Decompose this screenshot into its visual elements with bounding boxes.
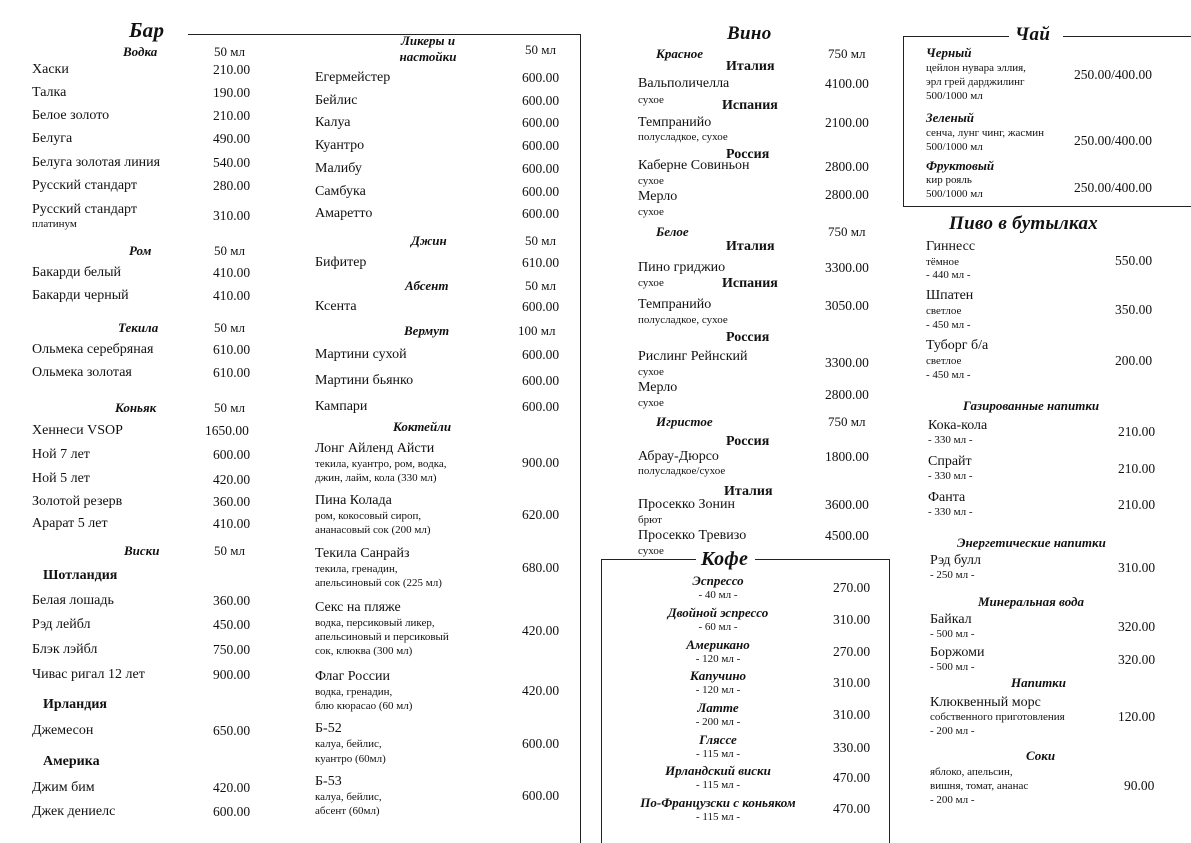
- price: 610.00: [213, 342, 251, 357]
- price: 270.00: [833, 580, 871, 595]
- price: 540.00: [213, 155, 251, 170]
- cognac-heading: Коньяк: [115, 400, 157, 415]
- vodka-volume: 50 мл: [214, 44, 245, 59]
- item-note: апельсиновый сок (225 мл): [315, 577, 442, 589]
- menu-item: Куантро: [315, 138, 365, 153]
- coffee-item: Эспрессо: [692, 573, 744, 588]
- menu-item: Абрау-Дюрсо: [638, 449, 719, 464]
- coffee-item: Латте: [697, 700, 739, 715]
- menu-item: Ольмека серебряная: [32, 342, 154, 357]
- coffee-item: Капучино: [689, 668, 747, 683]
- menu-item: Хаски: [32, 62, 69, 77]
- price: 3300.00: [825, 260, 869, 275]
- region-heading: Испания: [722, 276, 778, 291]
- tea-box-top-left: [903, 36, 1009, 37]
- item-note: светлое: [926, 355, 962, 367]
- item-note: сок, клюква (300 мл): [315, 645, 413, 657]
- price: 4500.00: [825, 528, 869, 543]
- price: 600.00: [522, 299, 560, 314]
- item-note: апельсиновый и персиковый: [315, 631, 449, 643]
- red-wine-heading: Красное: [656, 46, 704, 61]
- price: 650.00: [213, 723, 251, 738]
- item-volume: - 120 мл -: [695, 653, 741, 665]
- cocktails-heading: Коктейли: [393, 419, 452, 434]
- price: 1650.00: [205, 423, 249, 438]
- menu-item: Джим бим: [32, 780, 95, 795]
- menu-item: Гиннесс: [926, 239, 976, 254]
- tequila-heading: Текила: [118, 320, 159, 335]
- item-note: сухое: [638, 397, 664, 409]
- price: 600.00: [213, 447, 251, 462]
- menu-item: Пина Колада: [315, 493, 392, 508]
- item-note: текила, гренадин,: [315, 563, 398, 575]
- juice-heading: Соки: [1026, 748, 1056, 763]
- item-note: сухое: [638, 545, 664, 557]
- price: 210.00: [1118, 461, 1156, 476]
- menu-item: Хеннеси VSOP: [32, 423, 123, 438]
- menu-item: Русский стандарт: [32, 202, 137, 217]
- menu-item: Блэк лэйбл: [32, 642, 98, 657]
- menu-item: Каберне Совиньон: [638, 158, 750, 173]
- tea-box-top-right: [1063, 36, 1191, 37]
- item-note: текила, куантро, ром, водка,: [315, 458, 447, 470]
- vodka-heading: Водка: [123, 44, 158, 59]
- item-note: сенча, лунг чинг, жасмин: [926, 127, 1045, 139]
- menu-item: Малибу: [315, 161, 362, 176]
- absinthe-heading: Абсент: [405, 278, 449, 293]
- menu-item: Ксента: [315, 299, 357, 314]
- menu-item: Мартини бьянко: [315, 373, 414, 388]
- price: 310.00: [833, 707, 871, 722]
- item-note: кир рояль: [926, 174, 972, 186]
- price: 450.00: [213, 617, 251, 632]
- price: 490.00: [213, 131, 251, 146]
- item-note: сухое: [638, 94, 664, 106]
- menu-item: Темпранийо: [638, 297, 712, 312]
- menu-item: Лонг Айленд Айсти: [315, 441, 435, 456]
- bar-right-rule: [580, 34, 581, 843]
- tea-item: Зеленый: [926, 110, 974, 125]
- item-note: калуа, бейлис,: [315, 738, 382, 750]
- menu-item: Клюквенный морс: [930, 695, 1041, 710]
- wine-title: Вино: [727, 23, 772, 44]
- gin-volume: 50 мл: [525, 233, 556, 248]
- beer-title: Пиво в бутылках: [949, 213, 1099, 234]
- region-heading: Шотландия: [43, 568, 118, 583]
- menu-item: Текила Санрайз: [315, 546, 410, 561]
- item-note: абсент (60мл): [315, 805, 380, 817]
- item-volume: - 440 мл -: [926, 269, 971, 281]
- price: 2100.00: [825, 115, 869, 130]
- item-note: светлое: [926, 305, 962, 317]
- price: 4100.00: [825, 76, 869, 91]
- menu-item: Просекко Тревизо: [638, 528, 747, 543]
- menu-item: Темпранийо: [638, 115, 712, 130]
- drinks-heading: Напитки: [1011, 675, 1067, 690]
- price: 600.00: [522, 788, 560, 803]
- item-volume: - 115 мл -: [695, 779, 741, 791]
- price: 610.00: [522, 255, 560, 270]
- price: 360.00: [213, 593, 251, 608]
- white-wine-volume: 750 мл: [828, 224, 866, 239]
- coffee-box-top-left: [601, 559, 696, 560]
- region-heading: Италия: [726, 239, 775, 254]
- menu-item: Секс на пляже: [315, 600, 401, 615]
- menu-item: Русский стандарт: [32, 178, 137, 193]
- item-note: сухое: [638, 175, 664, 187]
- tea-box-bottom: [903, 206, 1191, 207]
- menu-item: Просекко Зонин: [638, 497, 735, 512]
- item-volume: - 200 мл -: [930, 725, 975, 737]
- menu-item: Талка: [32, 85, 67, 100]
- price: 310.00: [833, 675, 871, 690]
- price: 2800.00: [825, 387, 869, 402]
- coffee-item: Двойной эспрессо: [667, 605, 769, 620]
- tea-item: Черный: [926, 45, 972, 60]
- price: 410.00: [213, 288, 251, 303]
- item-volume: - 330 мл -: [928, 434, 973, 446]
- price: 600.00: [522, 161, 560, 176]
- red-wine-volume: 750 мл: [828, 46, 866, 61]
- sparkling-wine-heading: Игристое: [656, 414, 713, 429]
- item-volume: - 500 мл -: [930, 628, 975, 640]
- coffee-box-top-right: [755, 559, 890, 560]
- menu-item: Чивас ригал 12 лет: [32, 667, 145, 682]
- energy-heading: Энергетические напитки: [957, 535, 1106, 550]
- coffee-item: Ирландский виски: [665, 763, 771, 778]
- price: 120.00: [1118, 709, 1156, 724]
- item-note: вишня, томат, ананас: [930, 780, 1029, 792]
- item-volume: - 40 мл -: [698, 589, 738, 601]
- coffee-title: Кофе: [701, 548, 749, 570]
- menu-item: Пино гриджио: [638, 260, 726, 275]
- price: 350.00: [1115, 302, 1153, 317]
- price: 470.00: [833, 770, 871, 785]
- menu-item: Джемесон: [32, 723, 94, 738]
- rum-heading: Ром: [129, 243, 152, 258]
- sparkling-wine-volume: 750 мл: [828, 414, 866, 429]
- item-volume: - 450 мл -: [926, 369, 971, 381]
- price: 1800.00: [825, 449, 869, 464]
- rum-volume: 50 мл: [214, 243, 245, 258]
- price: 420.00: [522, 623, 560, 638]
- tea-item: Фруктовый: [926, 158, 995, 173]
- item-volume: - 330 мл -: [928, 506, 973, 518]
- coffee-item: Американо: [686, 637, 750, 652]
- menu-item: Мартини сухой: [315, 347, 407, 362]
- menu-item: Бакарди черный: [32, 288, 129, 303]
- price: 900.00: [522, 455, 560, 470]
- menu-item: Рислинг Рейнский: [638, 349, 748, 364]
- price: 410.00: [213, 516, 251, 531]
- item-note: яблоко, апельсин,: [930, 766, 1013, 778]
- price: 310.00: [833, 612, 871, 627]
- menu-item: Белуга золотая линия: [32, 155, 161, 170]
- region-heading: Италия: [724, 484, 773, 499]
- item-volume: - 200 мл -: [930, 794, 975, 806]
- price: 250.00/400.00: [1074, 180, 1153, 195]
- menu-item: Мерло: [638, 189, 678, 204]
- menu-item: Мерло: [638, 380, 678, 395]
- item-note: джин, лайм, кола (330 мл): [315, 472, 437, 484]
- price: 600.00: [522, 115, 560, 130]
- item-note: полусладкое, сухое: [638, 131, 728, 143]
- price: 600.00: [522, 93, 560, 108]
- menu-item: Джек дениелс: [32, 804, 116, 819]
- price: 600.00: [522, 70, 560, 85]
- price: 310.00: [213, 208, 251, 223]
- price: 600.00: [522, 347, 560, 362]
- price: 3050.00: [825, 298, 869, 313]
- item-note: тёмное: [926, 256, 960, 268]
- price: 420.00: [213, 780, 251, 795]
- price: 210.00: [1118, 424, 1156, 439]
- price: 600.00: [522, 736, 560, 751]
- region-heading: Ирландия: [43, 697, 107, 712]
- price: 190.00: [213, 85, 251, 100]
- soda-heading: Газированные напитки: [963, 398, 1100, 413]
- item-note: 500/1000 мл: [926, 141, 983, 153]
- price: 90.00: [1124, 778, 1155, 793]
- region-heading: Испания: [722, 98, 778, 113]
- vermouth-volume: 100 мл: [518, 323, 556, 338]
- menu-item: Золотой резерв: [32, 494, 123, 509]
- item-note: ром, кокосовый сироп,: [315, 510, 422, 522]
- item-volume: - 120 мл -: [695, 684, 741, 696]
- menu-item: Б-52: [315, 721, 342, 736]
- item-note: брют: [638, 514, 662, 526]
- price: 280.00: [213, 178, 251, 193]
- price: 210.00: [1118, 497, 1156, 512]
- item-note: 500/1000 мл: [926, 188, 983, 200]
- item-note: собственного приготовления: [930, 711, 1065, 723]
- price: 320.00: [1118, 619, 1156, 634]
- item-volume: - 200 мл -: [695, 716, 741, 728]
- liqueurs-heading: Ликеры и настойки: [399, 33, 457, 64]
- item-volume: - 250 мл -: [930, 569, 975, 581]
- region-heading: Италия: [726, 59, 775, 74]
- item-volume: - 115 мл -: [695, 748, 741, 760]
- item-note: ананасовый сок (200 мл): [315, 524, 431, 536]
- region-heading: Россия: [726, 147, 770, 162]
- menu-item: Флаг России: [315, 669, 391, 684]
- menu-item: Белуга: [32, 131, 73, 146]
- item-note: водка, гренадин,: [315, 686, 393, 698]
- price: 600.00: [522, 399, 560, 414]
- menu-item: Вальполичелла: [638, 76, 730, 91]
- menu-item: Рэд булл: [930, 553, 981, 568]
- whisky-heading: Виски: [124, 543, 160, 558]
- region-heading: Россия: [726, 434, 770, 449]
- coffee-box-right: [889, 559, 890, 843]
- price: 600.00: [522, 206, 560, 221]
- price: 470.00: [833, 801, 871, 816]
- whisky-volume: 50 мл: [214, 543, 245, 558]
- menu-item: Калуа: [315, 115, 351, 130]
- menu-item: Кампари: [315, 399, 368, 414]
- white-wine-heading: Белое: [656, 224, 689, 239]
- region-heading: Америка: [43, 754, 100, 769]
- item-note: эрл грей дарджилинг: [926, 76, 1025, 88]
- item-note: сухое: [638, 206, 664, 218]
- menu-item: Ольмека золотая: [32, 365, 132, 380]
- item-note: куантро (60мл): [315, 753, 386, 765]
- price: 680.00: [522, 560, 560, 575]
- item-volume: - 450 мл -: [926, 319, 971, 331]
- menu-item: Егермейстер: [315, 70, 391, 85]
- menu-item: Туборг б/а: [926, 338, 989, 353]
- price: 310.00: [1118, 560, 1156, 575]
- item-note: сухое: [638, 277, 664, 289]
- vermouth-heading: Вермут: [404, 323, 450, 338]
- price: 600.00: [522, 138, 560, 153]
- menu-item: Бейлис: [315, 93, 358, 108]
- menu-item: Шпатен: [926, 288, 974, 303]
- price: 210.00: [213, 62, 251, 77]
- price: 320.00: [1118, 652, 1156, 667]
- item-volume: - 115 мл -: [695, 811, 741, 823]
- price: 210.00: [213, 108, 251, 123]
- price: 600.00: [522, 373, 560, 388]
- gin-heading: Джин: [411, 233, 447, 248]
- item-note: блю кюрасао (60 мл): [315, 700, 413, 712]
- menu-item: Бакарди белый: [32, 265, 122, 280]
- region-heading: Россия: [726, 330, 770, 345]
- price: 620.00: [522, 507, 560, 522]
- menu-item: Байкал: [930, 612, 972, 627]
- item-note: водка, персиковый ликер,: [315, 617, 435, 629]
- tea-title: Чай: [1015, 24, 1051, 45]
- price: 410.00: [213, 265, 251, 280]
- absinthe-volume: 50 мл: [525, 278, 556, 293]
- menu-item: Рэд лейбл: [32, 617, 91, 632]
- price: 200.00: [1115, 353, 1153, 368]
- coffee-box-left: [601, 559, 602, 843]
- price: 250.00/400.00: [1074, 133, 1153, 148]
- price: 360.00: [213, 494, 251, 509]
- item-volume: - 60 мл -: [698, 621, 738, 633]
- menu-item: Самбука: [315, 184, 366, 199]
- item-note: платинум: [32, 218, 77, 230]
- bar-title: Бар: [129, 18, 165, 42]
- menu-item: Спрайт: [928, 454, 972, 469]
- menu-item: Ной 7 лет: [32, 447, 90, 462]
- price: 250.00/400.00: [1074, 67, 1153, 82]
- price: 550.00: [1115, 253, 1153, 268]
- price: 900.00: [213, 667, 251, 682]
- mineral-heading: Минеральная вода: [978, 594, 1084, 609]
- menu-item: Б-53: [315, 774, 342, 789]
- item-note: полусладкое, сухое: [638, 314, 728, 326]
- price: 420.00: [522, 683, 560, 698]
- price: 420.00: [213, 472, 251, 487]
- item-volume: - 500 мл -: [930, 661, 975, 673]
- cognac-volume: 50 мл: [214, 400, 245, 415]
- price: 600.00: [522, 184, 560, 199]
- price: 600.00: [213, 804, 251, 819]
- menu-item: Белая лошадь: [32, 593, 114, 608]
- price: 3300.00: [825, 355, 869, 370]
- coffee-item: Гляссе: [699, 732, 737, 747]
- price: 750.00: [213, 642, 251, 657]
- price: 270.00: [833, 644, 871, 659]
- menu-item: Ной 5 лет: [32, 471, 90, 486]
- coffee-item: По-Французски с коньяком: [640, 795, 796, 810]
- item-note: сухое: [638, 366, 664, 378]
- item-note: цейлон нувара эллия,: [926, 62, 1026, 74]
- item-note: калуа, бейлис,: [315, 791, 382, 803]
- item-note: 500/1000 мл: [926, 90, 983, 102]
- menu-item: Кока-кола: [928, 418, 988, 433]
- tequila-volume: 50 мл: [214, 320, 245, 335]
- menu-item: Арарат 5 лет: [32, 516, 108, 531]
- item-note: полусладкое/сухое: [638, 465, 726, 477]
- menu-item: Белое золото: [32, 108, 110, 123]
- menu-item: Бифитер: [315, 255, 367, 270]
- liqueurs-volume: 50 мл: [525, 42, 556, 57]
- price: 2800.00: [825, 159, 869, 174]
- price: 3600.00: [825, 497, 869, 512]
- menu-item: Амаретто: [315, 206, 373, 221]
- price: 330.00: [833, 740, 871, 755]
- tea-box-left: [903, 36, 904, 207]
- menu-item: Фанта: [928, 490, 966, 505]
- item-volume: - 330 мл -: [928, 470, 973, 482]
- menu-item: Боржоми: [930, 645, 985, 660]
- price: 610.00: [213, 365, 251, 380]
- price: 2800.00: [825, 187, 869, 202]
